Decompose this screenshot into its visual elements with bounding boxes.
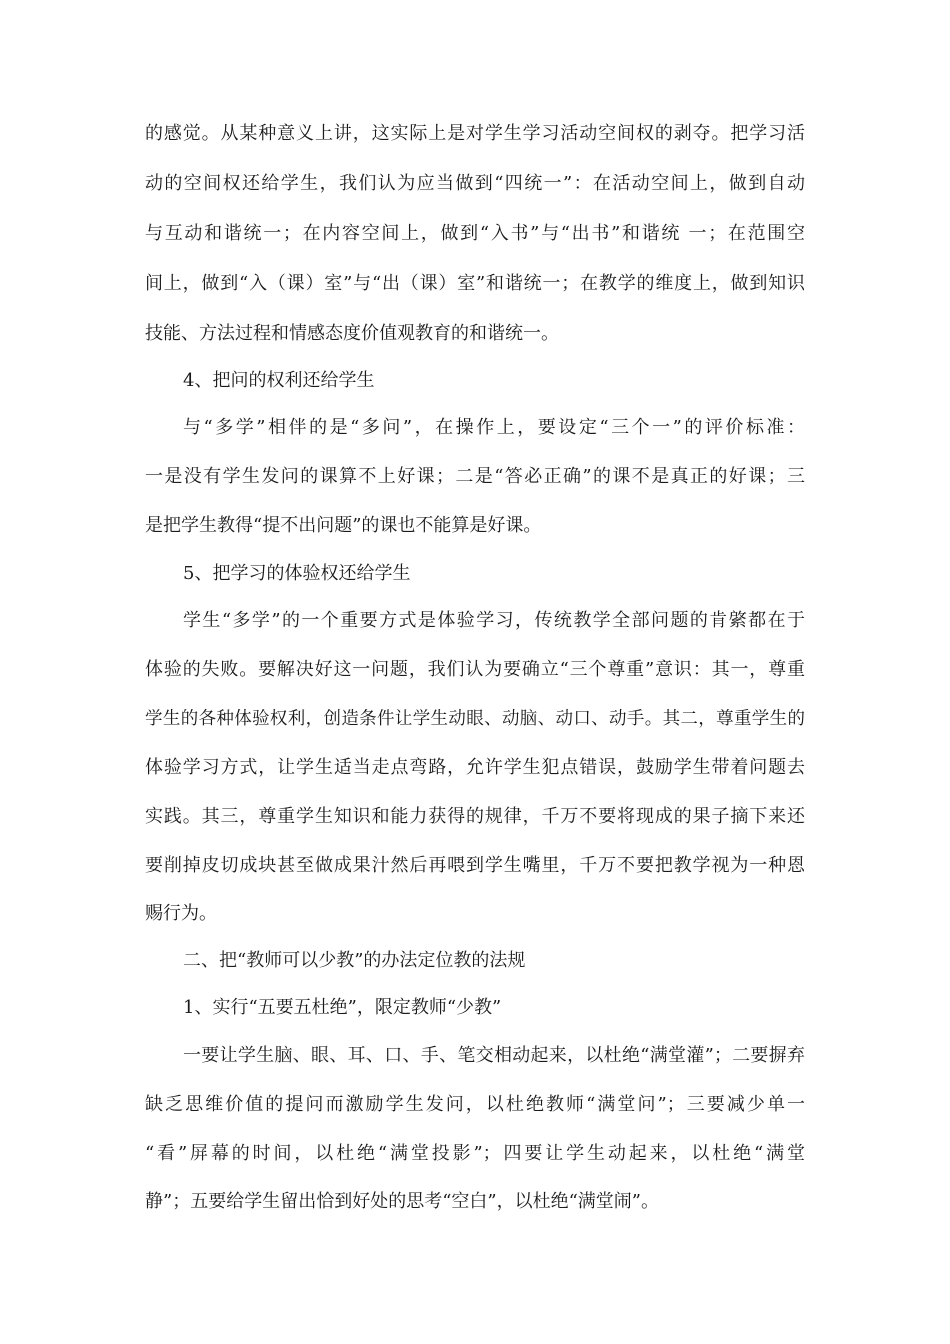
- section-heading: 1、实行“五要五杜绝”，限定教师“少教”: [183, 997, 502, 1018]
- paragraph-line: 一是没有学生发问的课算不上好课；二是“答必正确”的课不是真正的好课；三: [145, 466, 805, 487]
- paragraph-line: 缺乏思维价值的提问而激励学生发问，以杜绝教师“满堂问”；三要减少单一: [145, 1094, 805, 1115]
- paragraph-line: 一要让学生脑、眼、耳、口、手、笔交相动起来，以杜绝“满堂灌”；二要摒弃: [183, 1045, 805, 1066]
- paragraph-line: 静”；五要给学生留出恰到好处的思考“空白”，以杜绝“满堂闹”。: [145, 1191, 660, 1212]
- paragraph-line: 体验学习方式，让学生适当走点弯路，允许学生犯点错误，鼓励学生带着问题去: [145, 757, 805, 778]
- paragraph-line: 要削掉皮切成块甚至做成果汁然后再喂到学生嘴里，千万不要把教学视为一种恩: [145, 855, 805, 876]
- paragraph-line: 与互动和谐统一；在内容空间上，做到“入书”与“出书”和谐统 一；在范围空: [145, 223, 805, 244]
- paragraph-line: 赐行为。: [145, 903, 217, 924]
- paragraph-line: 技能、方法过程和情感态度价值观教育的和谐统一。: [145, 323, 559, 344]
- paragraph-line: 动的空间权还给学生，我们认为应当做到“四统一”：在活动空间上，做到自动: [145, 173, 805, 194]
- paragraph-line: 学生“多学”的一个重要方式是体验学习，传统教学全部问题的肯綮都在于: [183, 610, 805, 631]
- section-heading: 5、把学习的体验权还给学生: [183, 563, 411, 584]
- paragraph-line: 间上，做到“入（课）室”与“出（课）室”和谐统一；在教学的维度上，做到知识: [145, 273, 805, 294]
- paragraph-line: 的感觉。从某种意义上讲，这实际上是对学生学习活动空间权的剥夺。把学习活: [145, 123, 805, 144]
- paragraph-line: 实践。其三，尊重学生知识和能力获得的规律，千万不要将现成的果子摘下来还: [145, 806, 805, 827]
- section-heading: 二、把“教师可以少教”的办法定位教的法规: [183, 950, 526, 971]
- paragraph-line: 是把学生教得“提不出问题”的课也不能算是好课。: [145, 515, 542, 536]
- paragraph-line: 学生的各种体验权利，创造条件让学生动眼、动脑、动口、动手。其二，尊重学生的: [145, 709, 805, 729]
- paragraph-line: “看”屏幕的时间，以杜绝“满堂投影”；四要让学生动起来，以杜绝“满堂: [145, 1143, 805, 1164]
- paragraph-line: 体验的失败。要解决好这一问题，我们认为要确立“三个尊重”意识：其一，尊重: [145, 659, 805, 680]
- section-heading: 4、把问的权利还给学生: [183, 370, 375, 391]
- paragraph-line: 与“多学”相伴的是“多问”，在操作上，要设定“三个一”的评价标准：: [183, 417, 805, 438]
